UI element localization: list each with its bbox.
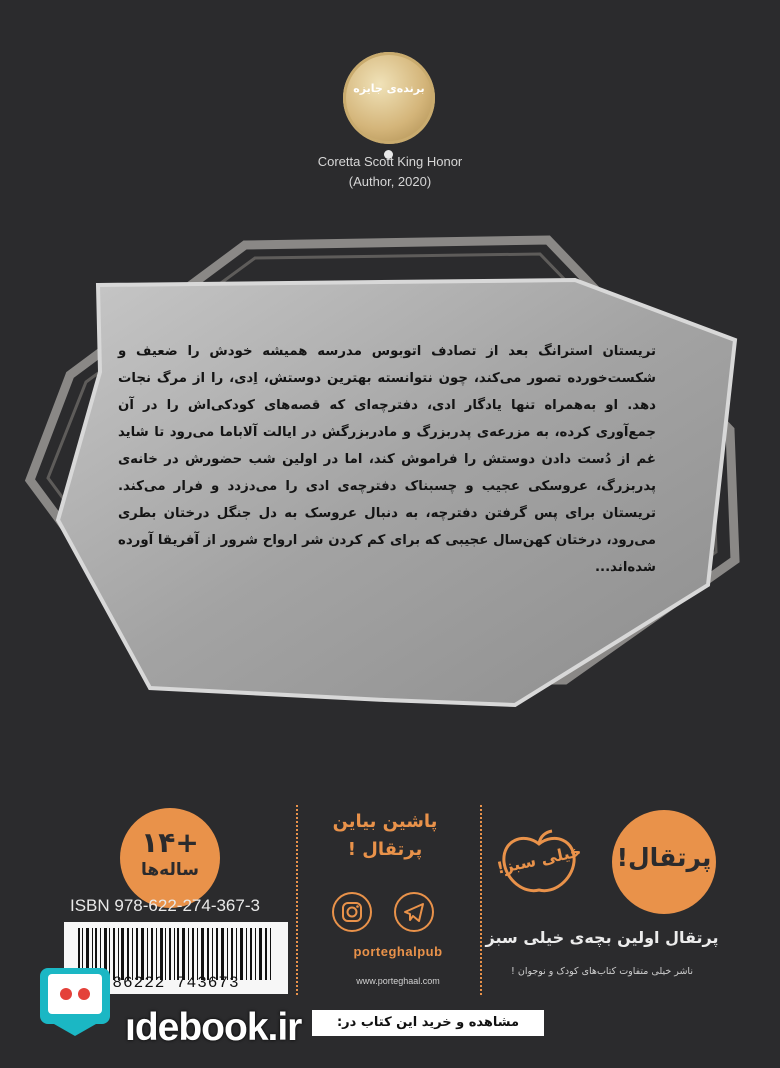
age-rating-badge xyxy=(120,808,220,908)
telegram-icon[interactable] xyxy=(394,892,434,932)
imprint-logo xyxy=(494,828,584,898)
imprint-logo-text: خیلی سبز! xyxy=(495,841,583,878)
publisher-logo xyxy=(612,810,716,914)
award-seal-text: برنده‌ی جایزه xyxy=(353,82,425,95)
book-synopsis: تریستان استرانگ بعد از تصادف اتوبوس مدرسه همیشه خودش را ضعیف و شکست‌خورده تصور می‌کند، چون نتوانسته بهترین دوستش، اِدی، را از مرگ نجات دهد. او به‌همراه تنها یادگار ادی، دفترچه‌ای که قصه‌های کودکی‌اش را در آن جمع‌آوری کرده، به مزرعه‌ی پدربزرگ و مادربزرگش در ایالت آلاباما می‌رود تا شاید غم از دُست دادن دوستش را فراموش کند، اما در اولین شب حضورش در خانه‌ی پدربزرگ، عروسکی عجیب و چسبناک دفترچه‌ی ادی را می‌دزدد و فرار می‌کند. تریستان برای پس گرفتن دفترچه، به دنبال عروسک به دل جنگل درختان بطری می‌رود، درختان کهن‌سال عجیبی که برای کم کردن شر ارواح شرور از آفریقا آورده شده‌اند... xyxy=(118,344,656,575)
age-rating-number: ۱۴+ xyxy=(141,826,199,859)
social-heading-line1: پاشین بیاین xyxy=(332,811,438,832)
barcode-number: 86222 743673 xyxy=(112,974,240,992)
watermark-site-name[interactable]: ıdebook.ir xyxy=(125,1006,302,1049)
instagram-glyph xyxy=(334,894,370,930)
publisher-logo-text: پرتقال! xyxy=(616,843,712,872)
award-name: Coretta Scott King Honor xyxy=(317,154,463,169)
award-detail: (Author, 2020) xyxy=(348,174,432,189)
divider-left xyxy=(296,805,298,995)
watermark-caption: مشاهده و خرید این کتاب در: xyxy=(312,1010,544,1036)
watermark-book-icon xyxy=(36,960,114,1042)
publisher-slogan: پرتقال اولین بچه‌ی خیلی سبز xyxy=(485,928,719,947)
social-heading-line2: پرتقال ! xyxy=(347,839,423,860)
instagram-icon[interactable] xyxy=(332,892,372,932)
telegram-glyph xyxy=(396,894,432,930)
book-icon xyxy=(36,960,114,1042)
publisher-subslogan: ناشر خیلی متفاوت کتاب‌های کودک و نوجوان ! xyxy=(511,966,693,977)
age-rating-label: ساله‌ها xyxy=(141,860,199,880)
social-handle: porteghalpub xyxy=(353,944,443,959)
social-heading xyxy=(300,808,470,864)
publisher-website: www.porteghaal.com xyxy=(356,976,440,986)
isbn-text: ISBN 978-622-274-367-3 xyxy=(70,896,260,915)
